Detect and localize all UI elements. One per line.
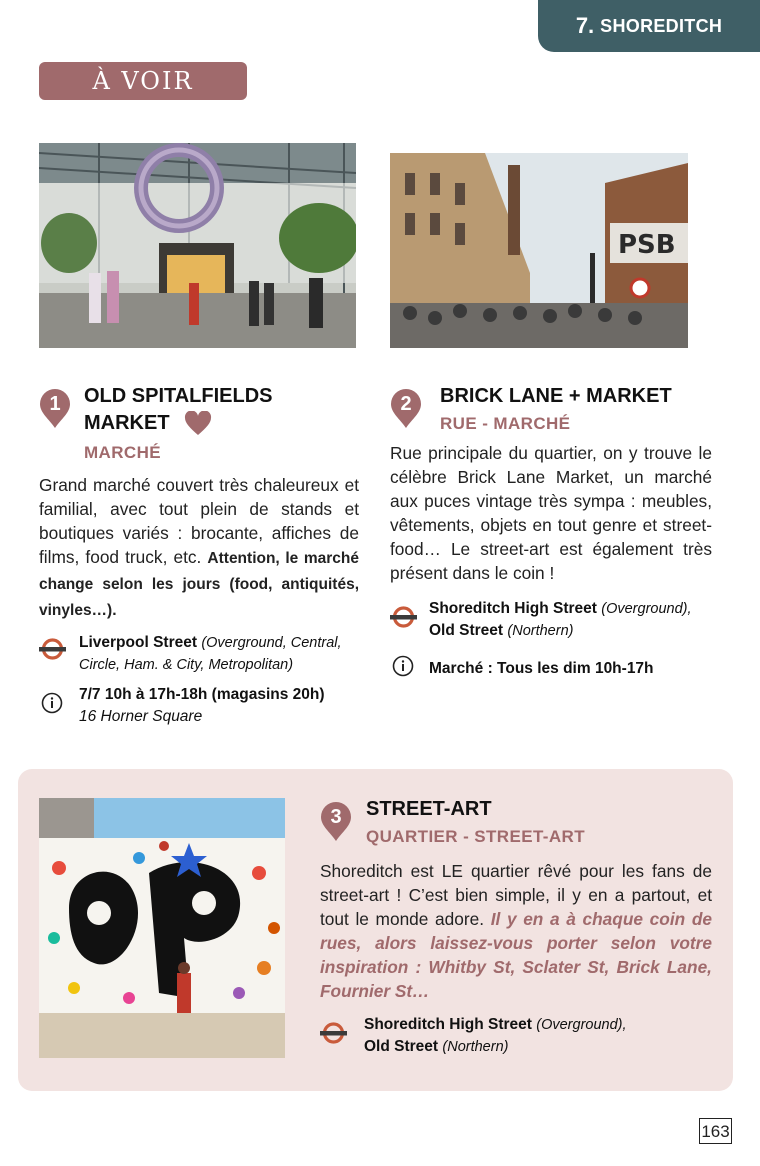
chapter-number: 7. xyxy=(575,13,595,38)
info-icon xyxy=(392,655,414,682)
item-1-description xyxy=(39,473,359,623)
opening-hours: 7/7 10h à 17h-18h (magasins 20h) xyxy=(79,686,325,703)
station-name: Shoreditch High Street xyxy=(429,600,597,617)
item-3-transport xyxy=(364,1014,704,1058)
item-2-title: BRICK LANE + MARKET xyxy=(440,385,672,407)
station-lines: (Overground), xyxy=(536,1017,627,1033)
item-1-number-pin xyxy=(39,389,71,429)
svg-text:PSB: PSB xyxy=(618,230,676,260)
address: 16 Horner Square xyxy=(79,708,203,725)
spitalfields-market-photo xyxy=(39,143,356,348)
station-lines: (Northern) xyxy=(507,623,574,639)
title-line: OLD SPITALFIELDS xyxy=(84,385,273,407)
item-3-subtitle: QUARTIER - STREET-ART xyxy=(366,827,586,846)
item-3-title: STREET-ART xyxy=(366,798,492,820)
item-number: 2 xyxy=(400,393,412,415)
station-name: Shoreditch High Street xyxy=(364,1016,532,1033)
heart-icon xyxy=(184,411,212,436)
title-line: MARKET xyxy=(84,412,170,434)
station-name: Old Street xyxy=(364,1038,439,1055)
item-2-transport xyxy=(429,598,729,642)
item-number: 1 xyxy=(49,393,61,415)
chapter-name: SHOREDITCH xyxy=(600,15,723,36)
item-1-transport xyxy=(79,632,364,676)
street-art-photo xyxy=(39,798,285,1058)
item-1-info xyxy=(79,684,325,728)
underground-roundel-icon xyxy=(320,1022,347,1049)
item-2-number-pin xyxy=(390,389,422,429)
section-banner: À VOIR xyxy=(39,62,247,100)
item-3-number-pin xyxy=(320,802,352,842)
station-name: Liverpool Street xyxy=(79,634,197,651)
underground-roundel-icon xyxy=(39,638,66,665)
item-1-subtitle: MARCHÉ xyxy=(84,443,162,462)
item-2-subtitle: RUE - MARCHÉ xyxy=(440,414,571,433)
item-1-title xyxy=(84,383,273,437)
item-2-info xyxy=(429,658,654,680)
item-3-description xyxy=(320,859,712,1003)
description-text: Shoreditch est LE quartier rêvé pour les fans de street-art ! C’est bien simple, il y en a partout, et tout le monde adore. xyxy=(320,861,712,929)
page-number: 163 xyxy=(699,1118,732,1144)
chapter-tab xyxy=(538,0,760,52)
station-lines: (Overground), xyxy=(601,601,692,617)
item-number: 3 xyxy=(330,806,342,828)
item-2-description: Rue principale du quartier, on y trouve le célèbre Brick Lane Market, un marché aux puces vintage très sympa : meubles, vêtements, objets en tout genre et street-food… Le street-art est également très présent dans le coin ! xyxy=(390,443,712,583)
info-icon xyxy=(41,692,63,719)
description-bold: Attention, le marché change selon les jours (food, antiquités, vinyles…). xyxy=(39,550,359,619)
station-lines: (Overground, Central, Circle, Ham. & City, Metropolitan) xyxy=(79,635,342,673)
underground-roundel-icon xyxy=(390,606,417,633)
description-highlight: Il y en a à chaque coin de rues, alors laissez-vous porter selon votre inspiration : Whitby St, Sclater St, Brick Lane, Fournier St… xyxy=(320,909,712,1001)
brick-lane-photo xyxy=(390,153,688,348)
opening-hours: Marché : Tous les dim 10h-17h xyxy=(429,660,654,677)
description-text: Grand marché couvert très chaleureux et familial, avec tout plein de stands et boutiques variés : brocante, affiches de films, food truck, etc. xyxy=(39,475,359,567)
station-lines: (Northern) xyxy=(442,1039,509,1055)
station-name: Old Street xyxy=(429,622,504,639)
